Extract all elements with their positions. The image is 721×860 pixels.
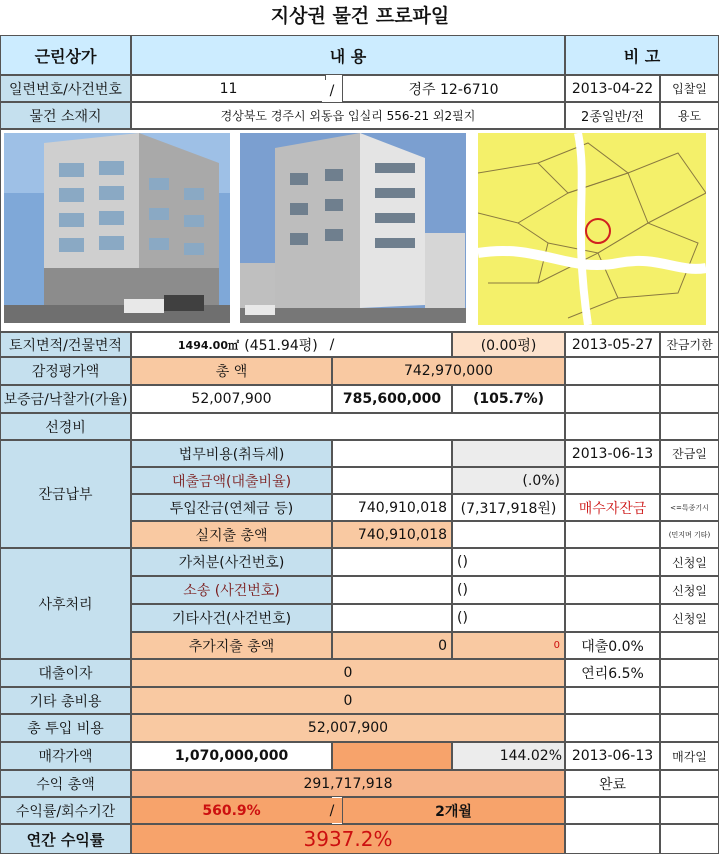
area-label: 토지면적/건물면적: [0, 332, 131, 357]
actual-total-note: [565, 521, 660, 548]
injunction-date: [565, 548, 660, 576]
senior-value: [131, 413, 565, 440]
actual-total-label: 실지출 총액: [131, 521, 332, 548]
sale-value: 1,070,000,000: [131, 742, 332, 770]
other-case-label: 기타사건(사건번호): [131, 604, 332, 632]
actual-total-extra: [452, 521, 565, 548]
profit-label: 수익 총액: [0, 770, 131, 797]
case-label: 일련번호/사건번호: [0, 75, 131, 102]
loan-ratio: (.0%): [452, 467, 565, 494]
appraisal-label: 감정평가액: [0, 357, 131, 385]
interest-rate: 연리6.5%: [565, 659, 660, 687]
balance-deadline-label: 잔금기한: [660, 332, 719, 357]
serial-number: 11: [131, 75, 326, 102]
roi-separator: /: [322, 798, 342, 823]
interest-note2: [660, 659, 719, 687]
actual-total-value: 740,910,018: [332, 521, 452, 548]
zoning: 2종일반/전: [565, 102, 660, 129]
sale-label: 매각가액: [0, 742, 131, 770]
total-invest-label: 총 투입 비용: [0, 714, 131, 742]
deposit-value: 52,007,900: [131, 385, 332, 413]
lawsuit-date: [565, 576, 660, 604]
interest-label: 대출이자: [0, 659, 131, 687]
total-invest-note2: [660, 714, 719, 742]
extra-cost-small: 0: [452, 632, 565, 659]
land-area: 1494.00㎡: [171, 333, 239, 356]
loan-note: [565, 467, 660, 494]
other-cost-note: [565, 687, 660, 714]
roi-label: 수익률/회수기간: [0, 797, 131, 824]
after-label: 사후처리: [0, 548, 131, 659]
buyer-balance: 매수자잔금: [565, 494, 660, 521]
extra-cost-label: 추가지출 총액: [131, 632, 332, 659]
bid-ratio: (105.7%): [452, 385, 565, 413]
appraisal-note: [565, 357, 660, 385]
loan-amount-label: 대출금액(대출비율): [131, 467, 332, 494]
lawsuit-label: 소송 (사건번호): [131, 576, 332, 604]
injunction-value: [332, 548, 452, 576]
legal-cost-label: 법무비용(취득세): [131, 440, 332, 467]
land-area-pyeong: (451.94평): [240, 333, 322, 356]
roi-rate: 560.9%: [131, 797, 332, 824]
building-photo-1: [4, 133, 230, 323]
lawsuit-value: [332, 576, 452, 604]
balance-input-label: 투입잔금(연체금 등): [131, 494, 332, 521]
senior-note2: [660, 413, 719, 440]
other-cost-note2: [660, 687, 719, 714]
bid-price: 785,600,000: [332, 385, 452, 413]
case-number: 경주 12-6710: [342, 75, 565, 102]
roi-note2: [660, 797, 719, 824]
appraisal-note2: [660, 357, 719, 385]
other-cost-label: 기타 총비용: [0, 687, 131, 714]
total-invest-value: 52,007,900: [131, 714, 565, 742]
sale-percent: 144.02%: [452, 742, 565, 770]
area-separator: /: [322, 333, 342, 356]
other-case-value: [332, 604, 452, 632]
injunction-date-label: 신청일: [660, 548, 719, 576]
annual-note2: [660, 824, 719, 854]
annual-label: 연간 수익률: [0, 824, 131, 854]
balance-date: 2013-06-13: [565, 440, 660, 467]
annual-value: 3937.2%: [131, 824, 565, 854]
loan-note2: [660, 467, 719, 494]
balance-label: 잔금납부: [0, 440, 131, 548]
total-invest-note: [565, 714, 660, 742]
roi-note: [565, 797, 660, 824]
legal-cost-extra: [452, 440, 565, 467]
injunction-paren: (): [452, 548, 565, 576]
auction-date: 2013-04-22: [565, 75, 660, 102]
late-fee: (7,317,918원): [452, 494, 565, 521]
header-category: 근린상가: [0, 35, 131, 75]
roi-period: 2개월: [342, 797, 565, 824]
appraisal-total-label: 총 액: [131, 357, 332, 385]
profit-note2: [660, 770, 719, 797]
interest-value: 0: [131, 659, 565, 687]
lawsuit-paren: (): [452, 576, 565, 604]
annual-note: [565, 824, 660, 854]
balance-deadline: 2013-05-27: [565, 332, 660, 357]
other-case-date: [565, 604, 660, 632]
deposit-note: [565, 385, 660, 413]
other-cost-value: 0: [131, 687, 565, 714]
injunction-label: 가처분(사건번호): [131, 548, 332, 576]
loan-percent-note2: [660, 632, 719, 659]
sale-date-label: 매각일: [660, 742, 719, 770]
zoning-label: 용도: [660, 102, 719, 129]
header-remarks: 비 고: [565, 35, 719, 75]
sale-date: 2013-06-13: [565, 742, 660, 770]
location-label: 물건 소재지: [0, 102, 131, 129]
appraisal-value: 742,970,000: [332, 357, 565, 385]
senior-note: [565, 413, 660, 440]
legal-cost-value: [332, 440, 452, 467]
balance-date-label: 잔금일: [660, 440, 719, 467]
deposit-note2: [660, 385, 719, 413]
building-photo-2: [240, 133, 466, 323]
balance-input-value: 740,910,018: [332, 494, 452, 521]
profit-status: 완료: [565, 770, 660, 797]
page-title: 지상권 물건 프로파일: [270, 4, 450, 27]
case-separator: /: [322, 80, 342, 102]
loan-amount-value: [332, 467, 452, 494]
buyer-balance-note: <=특종기시: [660, 494, 719, 521]
senior-label: 선경비: [0, 413, 131, 440]
loan-percent-note: 대출0.0%: [565, 632, 660, 659]
address: 경상북도 경주시 외동읍 입실리 556-21 외2필지: [131, 102, 565, 129]
sale-bar: [332, 742, 452, 770]
extra-cost-value: 0: [332, 632, 452, 659]
actual-total-note2: (민지며 기타): [660, 521, 719, 548]
area-cell: [131, 332, 452, 357]
lawsuit-date-label: 신청일: [660, 576, 719, 604]
building-area-pyeong: (0.00평): [452, 332, 565, 357]
auction-date-label: 입찰일: [660, 75, 719, 102]
header-content: 내 용: [131, 35, 565, 75]
cadastral-map: [478, 133, 706, 325]
other-case-paren: (): [452, 604, 565, 632]
profit-value: 291,717,918: [131, 770, 565, 797]
deposit-label: 보증금/낙찰가(가율): [0, 385, 131, 413]
other-case-date-label: 신청일: [660, 604, 719, 632]
